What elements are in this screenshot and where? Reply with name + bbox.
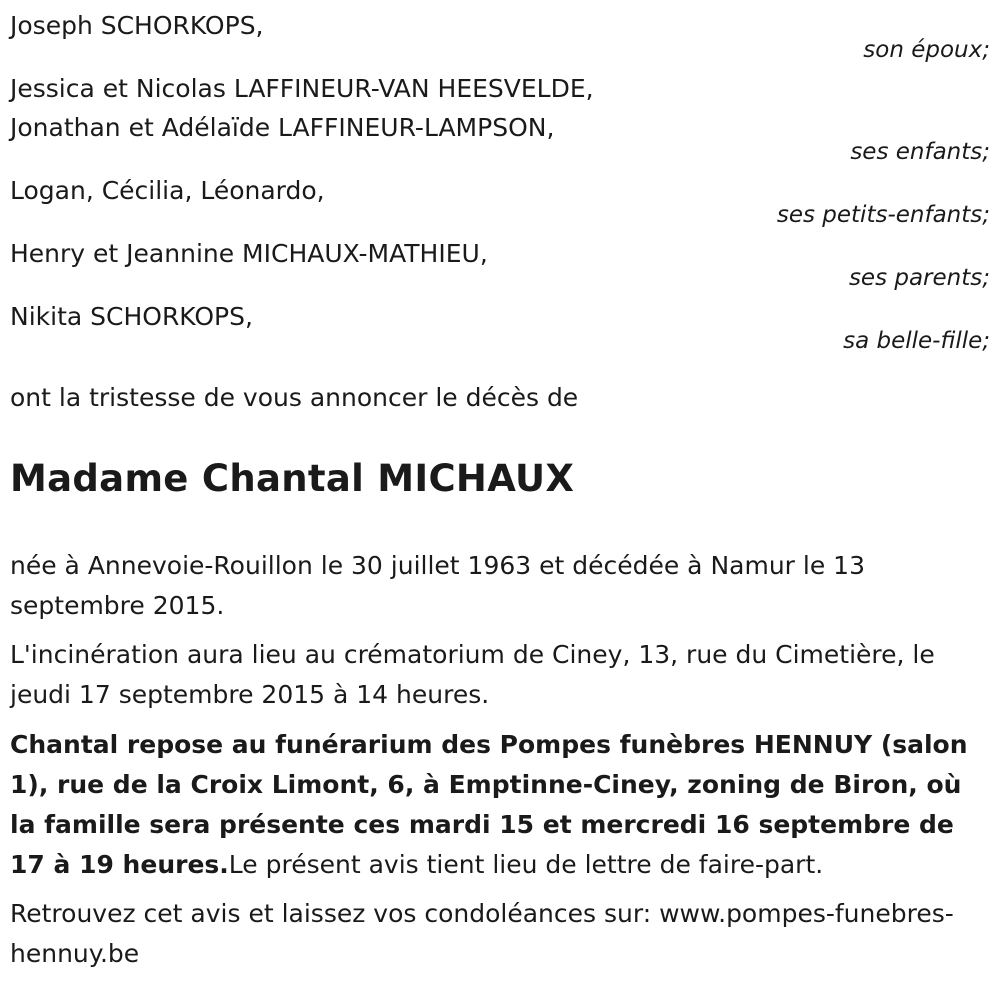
condolences-paragraph: Retrouvez cet avis et laissez vos condoléances sur: www.pompes-funebres-hennuy.be [10,899,954,968]
family-name-line: Henry et Jeannine MICHAUX-MATHIEU, [10,239,488,268]
family-name-line: Nikita SCHORKOPS, [10,302,253,331]
family-name-line: Jonathan et Adélaïde LAFFINEUR-LAMPSON, [10,113,555,142]
family-role: ses enfants; [850,139,990,165]
family-role: son époux; [863,37,990,63]
family-role: ses parents; [848,265,990,291]
deceased-name: Madame Chantal MICHAUX [10,457,575,500]
visitation-note: Le présent avis tient lieu de lettre de faire-part. [228,850,824,879]
family-name-line: Jessica et Nicolas LAFFINEUR-VAN HEESVELDE, [10,74,594,103]
visitation-paragraph [10,725,990,885]
family-role: sa belle-fille; [843,328,990,354]
family-name-line: Logan, Cécilia, Léonardo, [10,176,325,205]
family-name-line: Joseph SCHORKOPS, [10,11,264,40]
announcement-text: ont la tristesse de vous annoncer le décès de [10,383,579,412]
visitation-details: Chantal repose au funérarium des Pompes funèbres HENNUY (salon 1), rue de la Croix Limont, 6, à Emptinne-Ciney, zoning de Biron, où la famille sera présente ces mardi 15 et mercredi 16 septembre de 17 à 19 heures. [10,730,968,879]
family-role: ses petits-enfants; [776,202,990,228]
birth-death-paragraph: née à Annevoie-Rouillon le 30 juillet 1963 et décédée à Namur le 13 septembre 2015. [10,551,865,620]
cremation-paragraph: L'incinération aura lieu au crématorium de Ciney, 13, rue du Cimetière, le jeudi 17 septembre 2015 à 14 heures. [10,640,935,709]
